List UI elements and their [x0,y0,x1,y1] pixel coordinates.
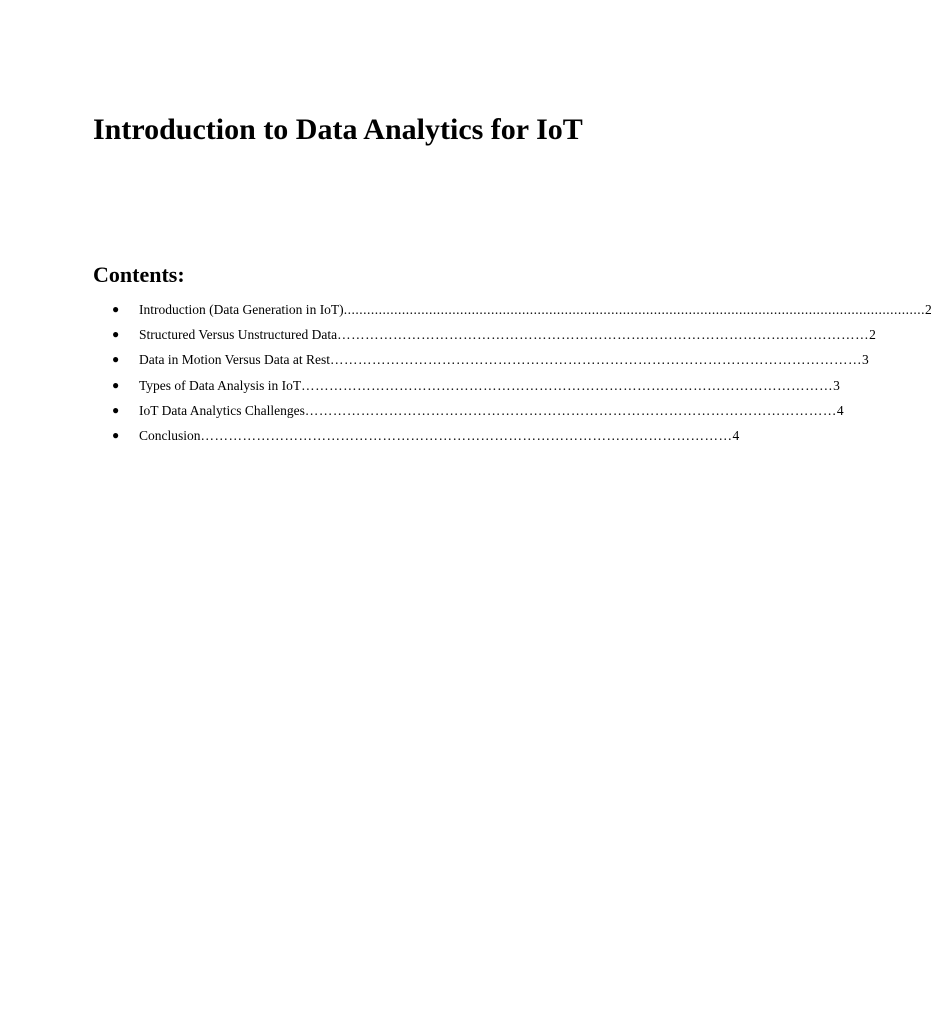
dot-leader: …………………………………………………………………………………………………… [337,327,870,343]
dot-leader: …………………………………………………………………………………………………… [200,427,733,443]
toc-entry-label: Structured Versus Unstructured Data [139,327,338,343]
bullet-icon: ● [112,427,120,442]
bullet-icon: ● [112,352,120,367]
toc-entry[interactable] [112,373,840,398]
toc-entry-label: Data in Motion Versus Data at Rest [139,352,330,368]
contents-heading: Contents: [93,262,185,287]
dot-leader: ...................................................................................................................................................... [343,302,925,317]
toc-entry-page: 4 [836,402,844,418]
toc-entry-label: IoT Data Analytics Challenges [139,402,305,418]
bullet-icon: ● [112,327,120,342]
toc-entry[interactable] [112,347,869,372]
dot-leader: …………………………………………………………………………………………………… [301,377,834,393]
toc-row [139,398,844,423]
document-title: Introduction to Data Analytics for IoT [93,113,583,146]
toc-row [139,297,932,322]
toc-entry-page: 3 [861,352,869,368]
toc-row [139,423,740,448]
toc-entry[interactable] [112,322,876,347]
bullet-icon: ● [112,377,120,392]
toc-entry-page: 4 [732,427,740,443]
toc-entry-label: Introduction (Data Generation in IoT) [139,302,344,317]
toc-entry-page: 3 [833,377,840,393]
toc-row [139,322,876,347]
dot-leader: …………………………………………………………………………………………………… [329,352,862,368]
table-of-contents [112,297,932,448]
dot-leader: …………………………………………………………………………………………………… [304,402,837,418]
toc-entry[interactable] [112,423,740,448]
toc-entry[interactable] [112,297,932,322]
toc-row [139,373,840,398]
toc-entry[interactable] [112,398,844,423]
toc-entry-label: Conclusion [139,427,201,443]
toc-row [139,347,869,372]
toc-entry-label: Types of Data Analysis in IoT [139,377,302,393]
toc-entry-page: 2 [869,327,876,343]
bullet-icon: ● [112,402,120,417]
toc-entry-page: 2 [924,302,932,317]
bullet-icon: ● [112,302,120,316]
